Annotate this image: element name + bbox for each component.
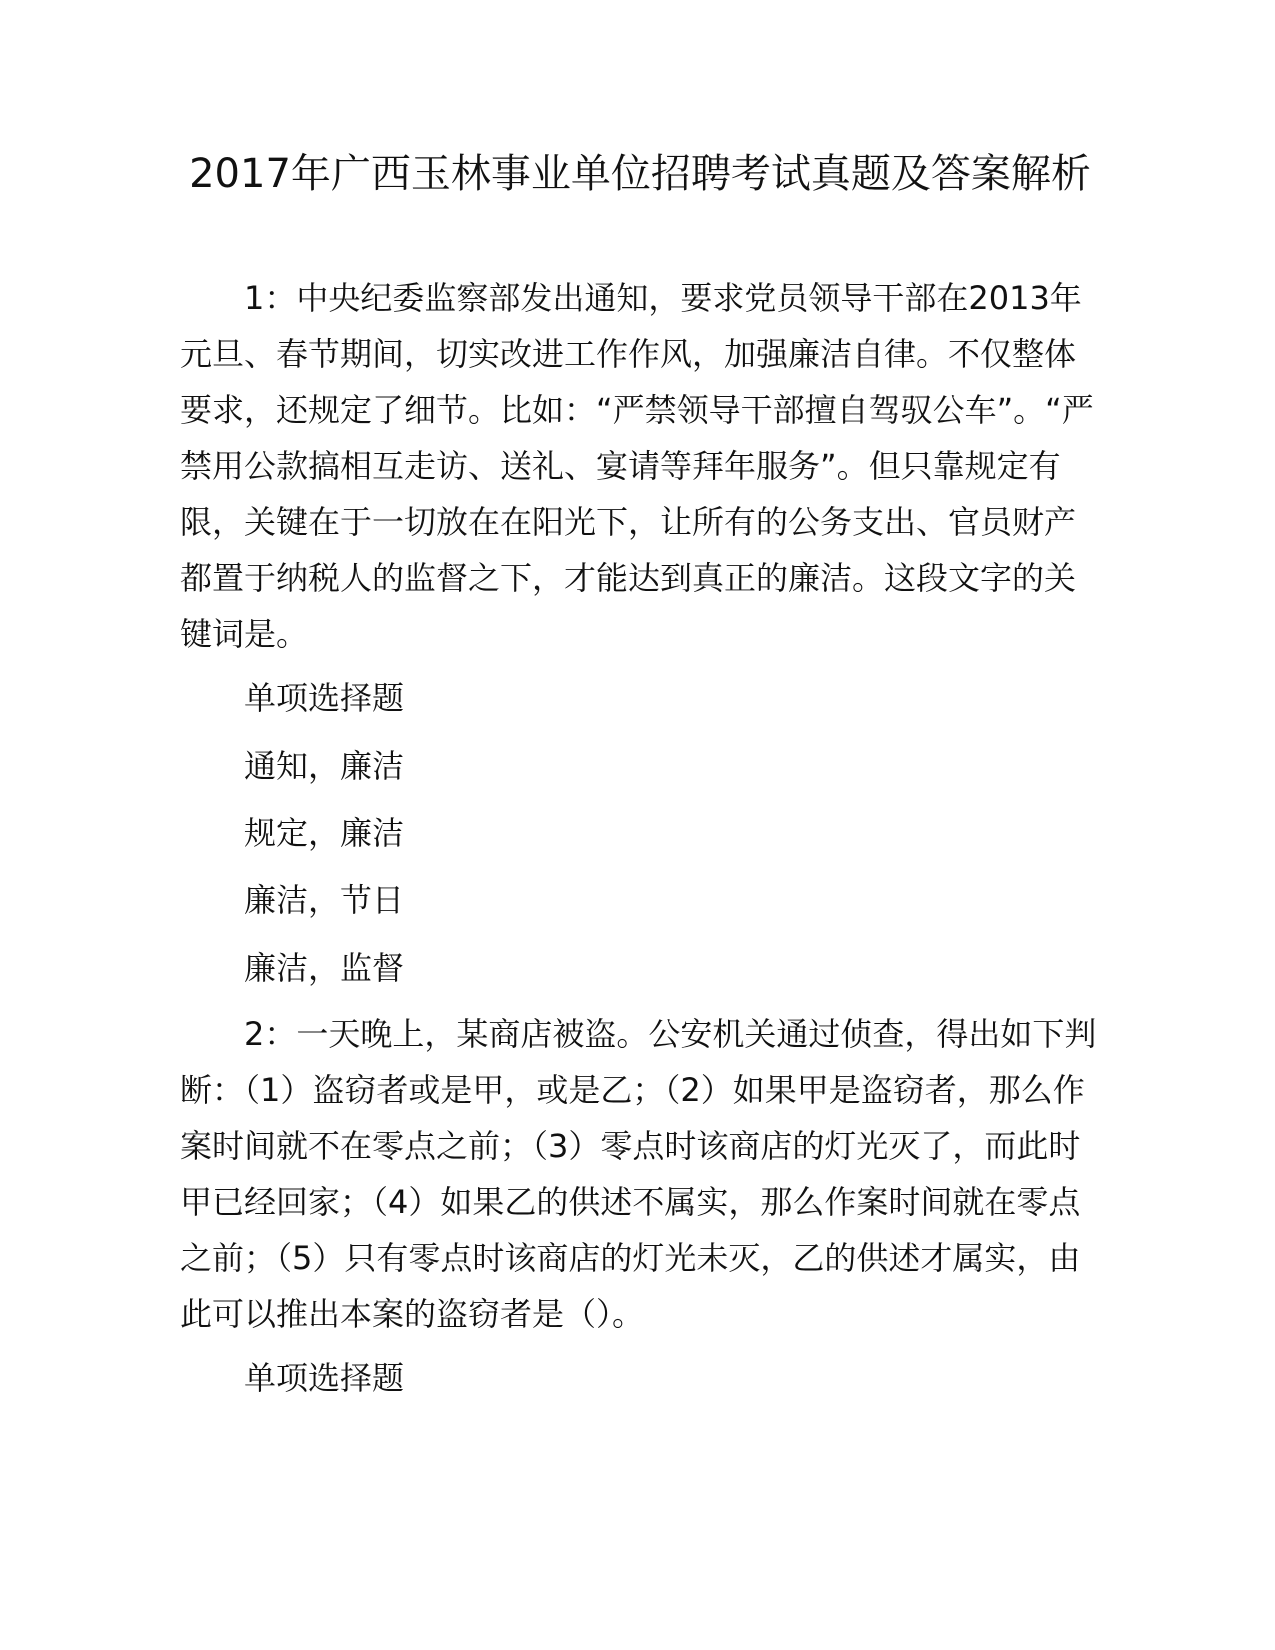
question-1-text: 1：中央纪委监察部发出通知，要求党员领导干部在2013年元旦、春节期间，切实改进工作作风，加强廉洁自律。不仅整体要求，还规定了细节。比如：“严禁领导干部擅自驾驭公车”。“严禁用公款搞相互走访、送礼、宴请等拜年服务”。但只靠规定有限，关键在于一切放在在阳光下，让所有的公务支出、官员财产都置于纳税人的监督之下，才能达到真正的廉洁。这段文字的关键词是。 <box>180 279 1094 653</box>
question-1-option-c: 廉洁，节日 <box>244 881 405 919</box>
question-1-option-a: 通知，廉洁 <box>244 747 405 785</box>
question-1-option-d: 廉洁，监督 <box>244 949 405 987</box>
question-1-option-b: 规定，廉洁 <box>244 814 405 852</box>
document-title: 2017年广西玉林事业单位招聘考试真题及答案解析 <box>189 151 1091 197</box>
question-1-type: 单项选择题 <box>244 679 405 717</box>
question-2-type: 单项选择题 <box>244 1359 405 1397</box>
question-2-text: 2：一天晚上，某商店被盗。公安机关通过侦查，得出如下判断：（1）盗窃者或是甲，或是乙；（2）如果甲是盗窃者，那么作案时间就不在零点之前；（3）零点时该商店的灯光灭了，而此时甲已经回家；（4）如果乙的供述不属实，那么作案时间就在零点之前；（5）只有零点时该商店的灯光未灭，乙的供述才属实，由此可以推出本案的盗窃者是（）。 <box>180 1015 1097 1333</box>
